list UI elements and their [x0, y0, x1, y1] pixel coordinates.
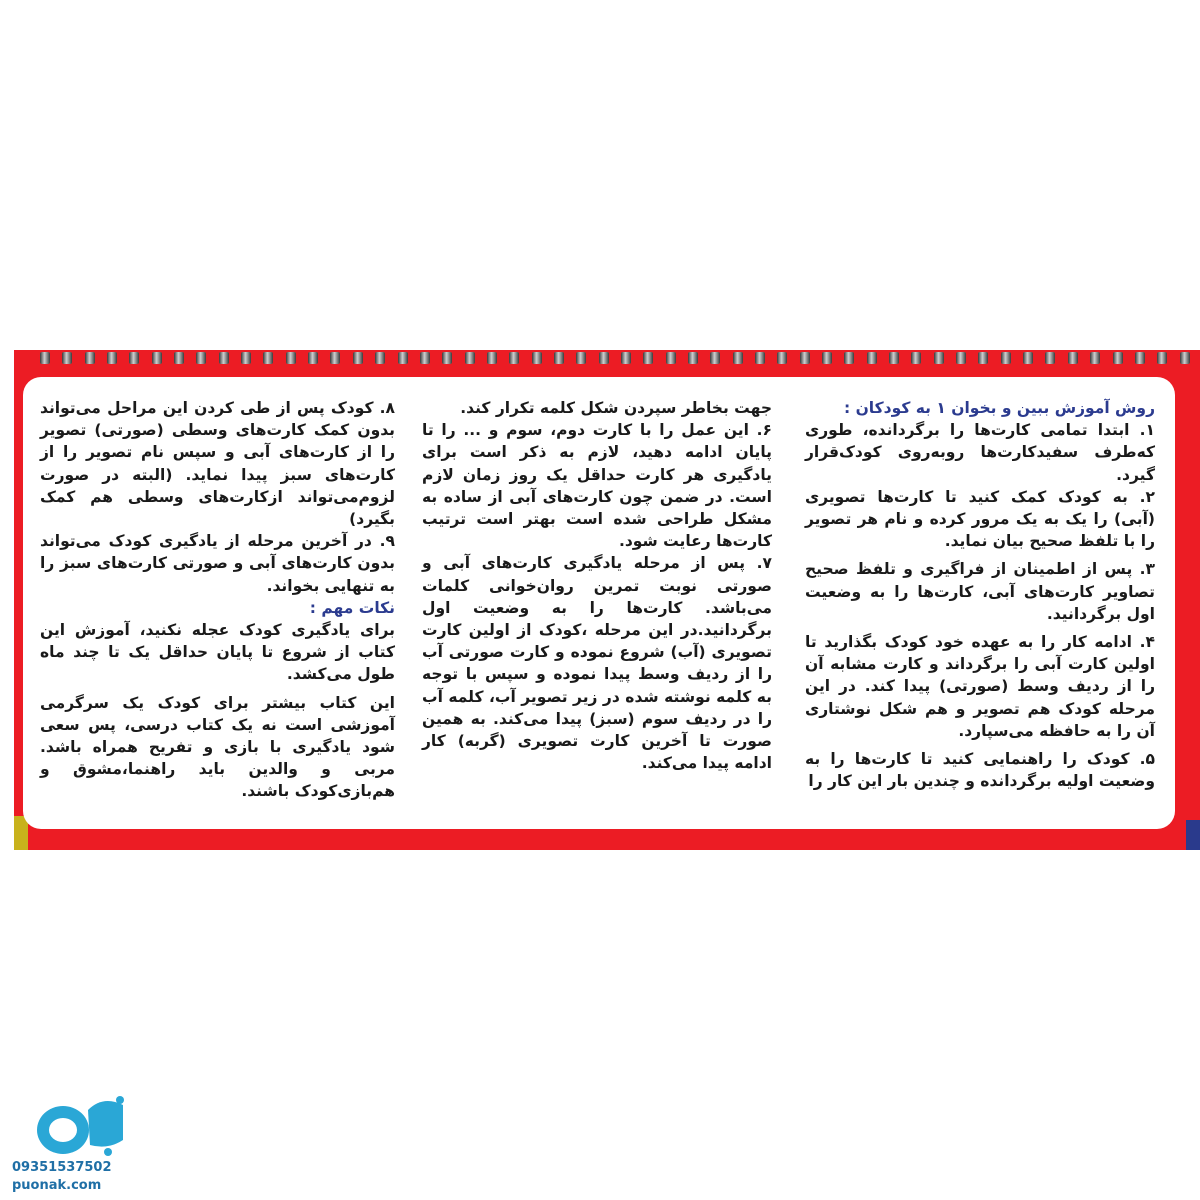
spiral-coil: [710, 352, 720, 364]
spiral-coil: [666, 352, 676, 364]
spiral-coil: [956, 352, 966, 364]
step-2: ۲. به کودک کمک کنید تا کارت‌ها تصویری (آبی) را یک به یک مرور کرده و نام هر تصویر را با تلفظ صحیح بیان نماید.: [805, 487, 1155, 551]
store-logo-icon: [28, 1090, 138, 1160]
spiral-coil: [62, 352, 72, 364]
spiral-coil: [777, 352, 787, 364]
step-1: ۱. ابتدا تمامی کارت‌ها را برگردانده، طوری که‌طرف سفیدکارت‌ها روبه‌روی کودک‌قرار گیرد.: [805, 421, 1155, 484]
spiral-coil: [733, 352, 743, 364]
spiral-coil: [241, 352, 251, 364]
spiral-coil: [487, 352, 497, 364]
spiral-coil: [599, 352, 609, 364]
note-2: این کتاب بیشتر برای کودک یک سرگرمی آموزشی است نه یک کتاب درسی، پس سعی شود یادگیری با بازی و تفریح همراه باشد. مربی و والدین باید راهنما،مشوق و هم‌بازی‌کودک باشند.: [40, 693, 395, 801]
spiral-coil: [196, 352, 206, 364]
spiral-coil: [576, 352, 586, 364]
spiral-coil: [174, 352, 184, 364]
spiral-coil: [532, 352, 542, 364]
spiral-coil: [442, 352, 452, 364]
spiral-coil: [85, 352, 95, 364]
spiral-coil: [911, 352, 921, 364]
spiral-coil: [1068, 352, 1078, 364]
spiral-coil: [107, 352, 117, 364]
spiral-coil: [152, 352, 162, 364]
spiral-coil: [398, 352, 408, 364]
step-5-continued: جهت بخاطر سپردن شکل کلمه تکرار کند.: [460, 399, 772, 417]
spiral-coil: [934, 352, 944, 364]
notes-heading: نکات مهم :: [309, 598, 395, 617]
step-9: ۹. در آخرین مرحله از یادگیری کودک می‌تواند بدون کارت‌های آبی و صورتی کارت‌های سبز را به تنهایی بخواند.: [40, 532, 395, 595]
spiral-coil: [1045, 352, 1055, 364]
spiral-coil: [465, 352, 475, 364]
step-8: ۸. کودک پس از طی کردن این مراحل می‌تواند بدون کمک کارت‌های وسطی (صورتی) تصویر را از کارت‌های آبی و سپس نام تصویر را از کارت‌های سبز پیدا نماید. (البته در صورت لزوم‌می‌تواند ازکارت‌های وسطی هم کمک بگیرد): [40, 399, 395, 529]
spiral-coil: [308, 352, 318, 364]
spiral-coil: [1135, 352, 1145, 364]
step-6: ۶. این عمل را با کارت دوم، سوم و ... را تا پایان ادامه دهید، لازم به ذکر است برای یادگیری هر کارت حداقل یک روز زمان لازم است. در ضمن چون کارت‌های آبی از ساده به مشکل طراحی شده است بهتر است ترتیب کارت‌ها رعایت شود.: [422, 421, 772, 551]
note-1: برای یادگیری کودک عجله نکنید، آموزش این کتاب از شروع تا پایان حداقل یک تا چند ماه طول می‌کشد.: [40, 621, 395, 684]
board-edge: [1186, 820, 1200, 850]
spiral-coil: [643, 352, 653, 364]
store-website: puonak.com: [12, 1178, 102, 1193]
spiral-coil: [263, 352, 273, 364]
spiral-coil: [330, 352, 340, 364]
spiral-coil: [1001, 352, 1011, 364]
spiral-coil: [889, 352, 899, 364]
spiral-coil: [867, 352, 877, 364]
step-7: ۷. پس از مرحله یادگیری کارت‌های آبی و صورتی نوبت تمرین روان‌خوانی کلمات می‌باشد. کارت‌ها را به وضعیت اول برگردانید.در این مرحله ،کودک از اولین کارت تصویری (آب) شروع نموده و کارت صورتی آب را از ردیف وسط پیدا نموده و سپس با توجه به کلمه نوشته شده در زیر تصویر آب، کلمه آب را در ردیف سوم (سبز) پیدا می‌کند. به همین صورت تا آخرین کارت تصویری (گربه) کار ادامه پیدا می‌کند.: [422, 554, 772, 773]
method-heading: روش آموزش ببین و بخوان ۱ به کودکان :: [843, 399, 1155, 417]
instructions-column-right: [805, 397, 1155, 792]
spiral-coil: [621, 352, 631, 364]
step-4: ۴. ادامه کار را به عهده خود کودک بگذارید تا اولین کارت آبی را برگرداند و کارت مشابه آن را از ردیف وسط (صورتی) پیدا کند. در این مرحله کودک هم تصویر و هم شکل نوشتاری آن را به حافظه می‌سپارد.: [805, 633, 1155, 740]
instructions-column-left: [40, 397, 395, 803]
spiral-coil: [375, 352, 385, 364]
spiral-coil: [800, 352, 810, 364]
spiral-coil: [978, 352, 988, 364]
step-5: ۵. کودک را راهنمایی کنید تا کارت‌ها را به وضعیت اولیه برگردانده و چندین بار این کار را: [805, 750, 1155, 791]
step-3: ۳. پس از اطمینان از فراگیری و تلفظ صحیح تصاویر کارت‌های آبی، کارت‌ها را به وضعیت اول برگردانید.: [805, 560, 1155, 623]
spiral-coil: [755, 352, 765, 364]
spiral-coil: [420, 352, 430, 364]
spiral-coil: [129, 352, 139, 364]
spiral-coil: [688, 352, 698, 364]
spiral-coil: [219, 352, 229, 364]
spiral-binding: [40, 352, 1190, 364]
instructions-column-middle: [422, 397, 772, 774]
spiral-coil: [822, 352, 832, 364]
spiral-coil: [1157, 352, 1167, 364]
spiral-coil: [554, 352, 564, 364]
store-phone: 09351537502: [12, 1160, 112, 1175]
spiral-coil: [286, 352, 296, 364]
spiral-coil: [40, 352, 50, 364]
spiral-coil: [1023, 352, 1033, 364]
spiral-coil: [509, 352, 519, 364]
spiral-coil: [1090, 352, 1100, 364]
spiral-coil: [844, 352, 854, 364]
spiral-coil: [1113, 352, 1123, 364]
spiral-coil: [1180, 352, 1190, 364]
spiral-coil: [353, 352, 363, 364]
